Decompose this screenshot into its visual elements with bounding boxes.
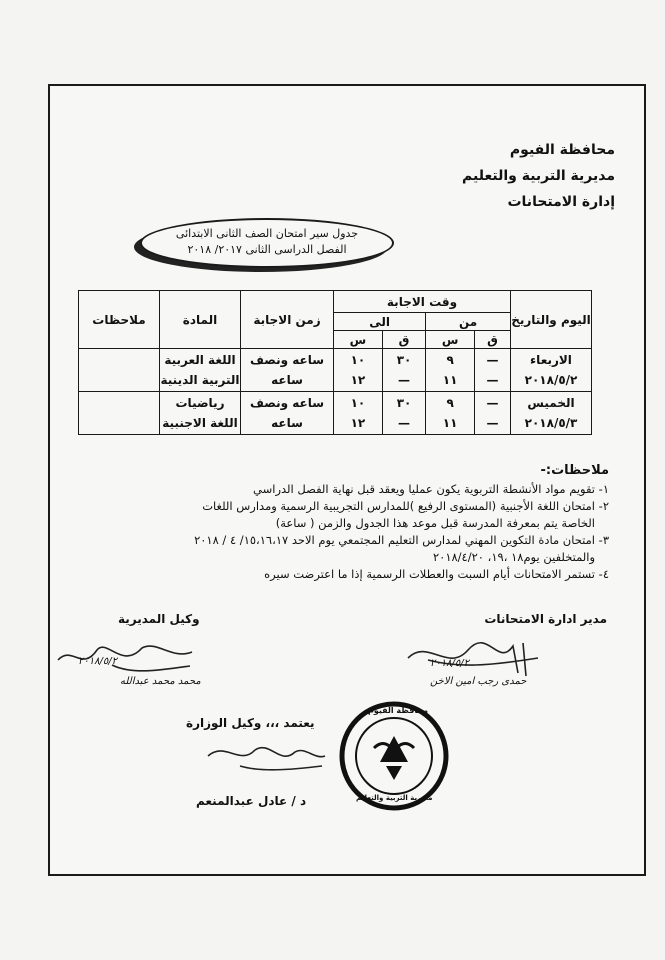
row-duration: ساعه ونصف ساعه [241,349,334,392]
header-from-q: ق [474,331,510,349]
exam-schedule-table [78,290,592,435]
ministry-deputy-name: د / عادل عبدالمنعم [196,794,307,808]
row-subject: اللغة العربية التربية الدينية [160,349,241,392]
row-day-date: الخميس ٢٠١٨/٥/٣ [511,392,592,435]
directorate-deputy-title: وكيل المديرية [118,612,200,626]
exams-manager-title: مدير ادارة الامتحانات [484,612,607,626]
row-to-q: ٣٠ — [382,349,425,392]
notes-heading: ملاحظات:- [540,463,609,478]
ministry-deputy-signature [200,736,330,776]
note-item: الخاصة يتم بمعرفة المدرسة قبل موعد هذا الجدول والزمن ( ساعة) [275,516,595,530]
row-from-s: ٩ ١١ [426,392,475,435]
row-notes [79,349,160,392]
row-subject: رياضيات اللغة الاجنبية [160,392,241,435]
row-to-q: ٣٠ — [382,392,425,435]
header-to-s: س [334,331,383,349]
hand-date-1: ٢٠١٨/٥/٢ [430,658,469,669]
governorate-label: محافظة الفيوم [509,142,615,158]
row-to-s: ١٠ ١٢ [334,349,383,392]
note-item: والمتخلفين يوم١٨ ،١٩، ٢٠١٨/٤/٢٠ [432,550,595,564]
stamp-top-text: محافظة الفيوم [368,706,429,715]
schedule-title [140,218,394,268]
header-subject: المادة [160,291,241,349]
stamp-bottom-text: مديرية التربية والتعليم [356,794,433,802]
row-day-date: الاربعاء ٢٠١٨/٥/٢ [511,349,592,392]
exams-manager-name: حمدى رجب امين الاخن [430,676,527,687]
row-from-s: ٩ ١١ [426,349,475,392]
row-duration: ساعه ونصف ساعه [241,392,334,435]
hand-date-2: ٢٠١٨/٥/٢ [78,656,117,667]
header-from-s: س [426,331,475,349]
header-notes: ملاحظات [79,291,160,349]
ministry-deputy-title: يعتمد ،،، وكيل الوزارة [186,716,315,730]
directorate-deputy-signature [52,630,202,680]
title-line-1: جدول سير امتحان الصف الثانى الابتدائى [175,227,359,240]
row-from-q: — — [474,392,510,435]
header-day-date: اليوم والتاريخ [511,291,592,349]
department-label: إدارة الامتحانات [507,194,615,210]
note-item: ١- تقويم مواد الأنشطة التربوية يكون عمليا ويعقد قبل نهاية الفصل الدراسي [253,482,609,496]
row-from-q: — — [474,349,510,392]
directorate-deputy-name: محمد محمد عبدالله [120,676,201,687]
notes-section [49,462,609,583]
title-line-2: الفصل الدراسى الثانى ٢٠١٧/ ٢٠١٨ [187,243,347,256]
exams-manager-signature [398,628,548,678]
note-item: ٤- تستمر الامتحانات أيام السبت والعطلات الرسمية إذا ما اعترضت سيره [264,567,609,581]
note-item: ٣- امتحان مادة التكوين المهني لمدارس التعليم المجتمعي يوم الاحد ١٥،١٦،١٧/ ٤ / ٢٠١٨ [194,533,609,547]
table-row [79,392,592,435]
note-item: ٢- امتحان اللغة الأجنبية (المستوى الرفيع )للمدارس التجريبية الرسمية ومدارس اللغات [202,499,609,513]
header-to-q: ق [382,331,425,349]
header-from: من [426,313,511,331]
row-to-s: ١٠ ١٢ [334,392,383,435]
table-row [79,349,592,392]
directorate-label: مديرية التربية والتعليم [462,168,615,184]
header-duration: زمن الاجابة [241,291,334,349]
header-answer-time: وقت الاجابة [334,291,511,313]
row-notes [79,392,160,435]
header-to: الى [334,313,426,331]
